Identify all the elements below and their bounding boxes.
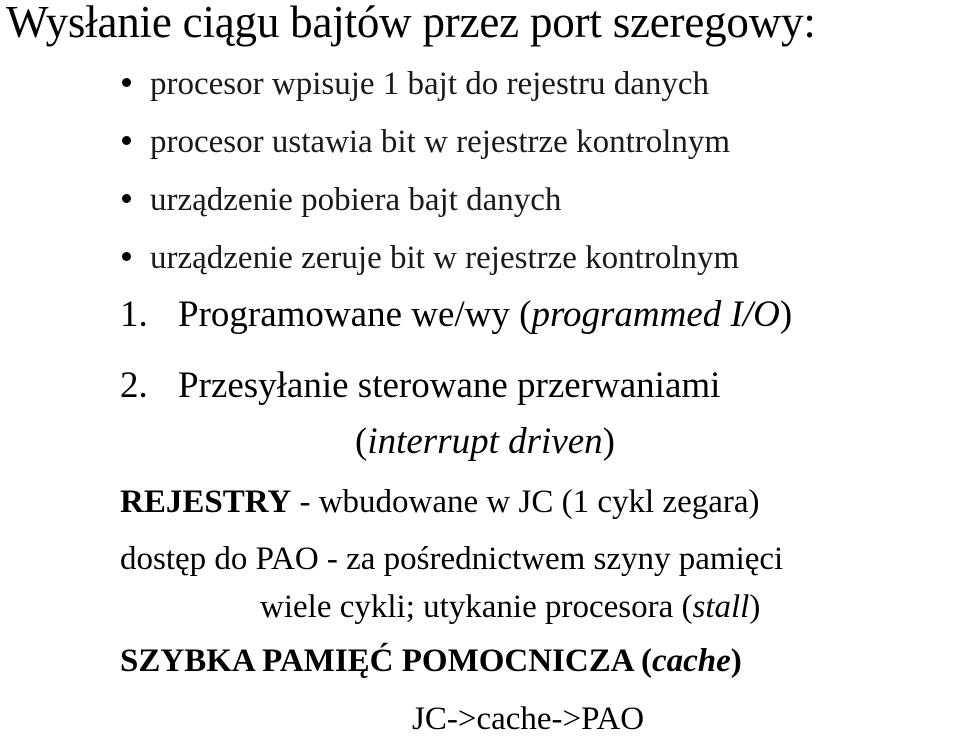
slide-title: Wysłanie ciągu bajtów przez port szeregowy:	[6, 0, 816, 47]
numbered-item-1	[120, 293, 792, 337]
numbered-text: Programowane we/wy (	[178, 294, 532, 335]
numbered-close-paren: )	[779, 294, 793, 335]
numbered-italic-term: interrupt driven	[367, 421, 603, 462]
numbered-open-paren: (	[355, 421, 368, 462]
bullet-dot-icon	[122, 194, 131, 203]
numbered-item-2	[120, 364, 720, 408]
cache-heading-text: SZYBKA PAMIĘĆ POMOCNICZA (	[120, 643, 652, 679]
numbered-text: Przesyłanie sterowane przerwaniami	[178, 365, 721, 406]
number-label: 2.	[120, 365, 148, 406]
bullet-text: procesor ustawia bit w rejestrze kontrolnym	[150, 124, 731, 160]
number-label: 1.	[120, 294, 148, 335]
bullet-dot-icon	[122, 78, 131, 87]
bullet-text: urządzenie pobiera bajt danych	[150, 182, 562, 218]
memory-stall-line	[260, 587, 760, 627]
memory-stall-close: )	[749, 589, 761, 625]
numbered-item-2-term	[355, 420, 615, 464]
bullet-text: urządzenie zeruje bit w rejestrze kontrolnym	[150, 240, 740, 276]
bullet-dot-icon	[122, 136, 131, 145]
numbered-close-paren: )	[602, 421, 615, 462]
registers-line	[120, 482, 760, 522]
registers-description: - wbudowane w JC (1 cykl zegara)	[291, 484, 760, 520]
bullet-dot-icon	[122, 252, 131, 261]
cache-path: JC->cache->PAO	[412, 701, 645, 737]
cache-heading-close: )	[730, 643, 742, 679]
memory-stall-term: stall	[692, 589, 750, 625]
memory-access-line: dostęp do PAO - za pośrednictwem szyny pamięci	[120, 541, 784, 577]
memory-stall-text: wiele cykli; utykanie procesora (	[260, 589, 693, 625]
registers-heading: REJESTRY	[120, 484, 292, 520]
bullet-text: procesor wpisuje 1 bajt do rejestru danych	[150, 66, 710, 102]
cache-heading-term: cache	[652, 643, 731, 679]
cache-heading-line	[120, 641, 742, 681]
numbered-italic-term: programmed I/O	[531, 294, 780, 335]
